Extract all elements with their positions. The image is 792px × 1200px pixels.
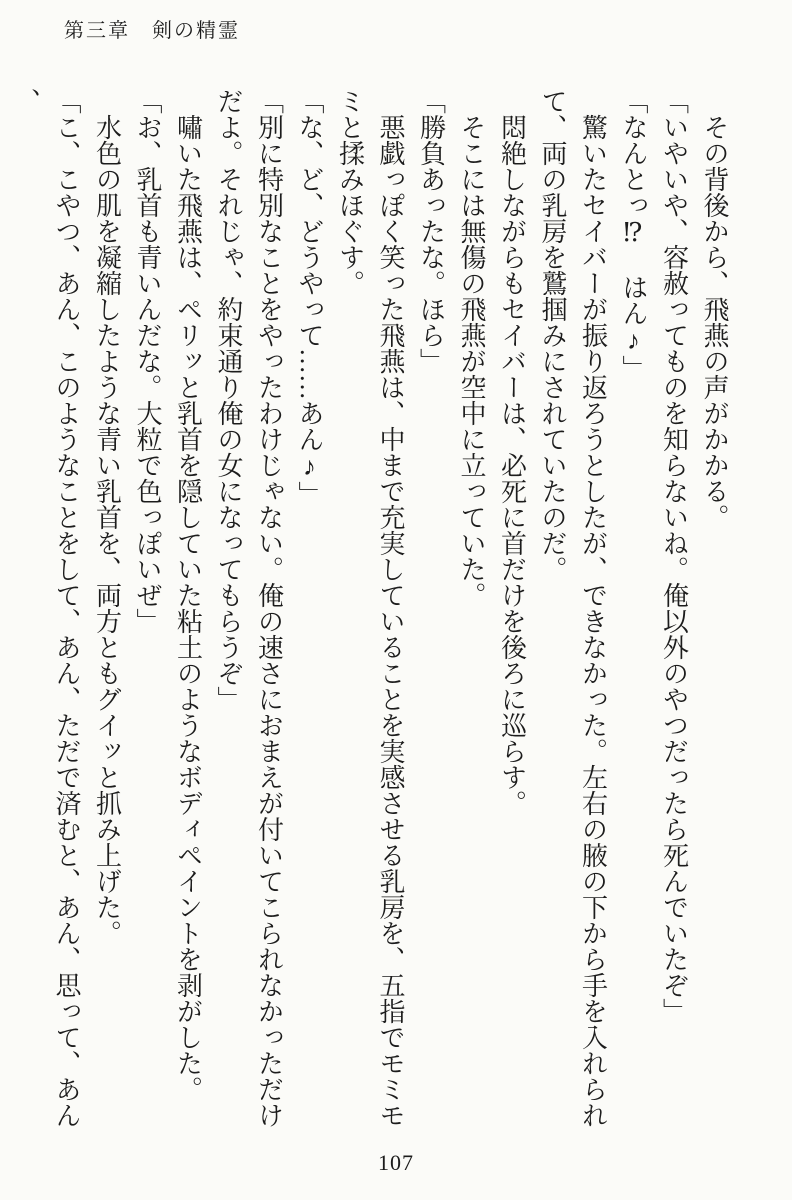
paragraph: 悪戯っぽく笑った飛燕は、中まで充実していることを実感させる乳房を、五指でモミモミと揉みほぐす。 [335, 88, 405, 1128]
paragraph: 驚いたセイバーが振り返ろうとしたが、できなかった。左右の腋の下から手を入れられて、両の乳房を鷲掴みにされていたのだ。 [538, 88, 608, 1128]
paragraph: 悶絶しながらもセイバーは、必死に首だけを後ろに巡らす。 [497, 88, 527, 816]
paragraph: 「別に特別なことをやったわけじゃない。俺の速さにおまえが付いてこられなかっただけだよ。それじゃ、約束通り俺の女になってもらうぞ」 [214, 88, 284, 1128]
paragraph: 嘯いた飛燕は、ペリッと乳首を隠していた粘土のようなボディペイントを剥がした。 [173, 88, 203, 1102]
chapter-header: 第三章 剣の精霊 [64, 20, 240, 42]
paragraph: 「こ、こやつ、あん、このようなことをして、あん、ただで済むと、あん、思って、あん、 [11, 88, 81, 1128]
paragraph: 「なんとっ⁉ はん♪」 [619, 88, 648, 381]
paragraph: 「いやいや、容赦ってものを知らないね。俺以外のやつだったら死んでいたぞ」 [659, 88, 689, 1024]
paragraph: そこには無傷の飛燕が空中に立っていた。 [457, 88, 486, 608]
paragraph: 「お、乳首も青いんだな。大粒で色っぽいぜ」 [133, 88, 162, 634]
paragraph: 「勝負あったな。ほら」 [416, 88, 446, 374]
paragraph: 「な、ど、どうやって……あん♪」 [295, 88, 324, 507]
paragraph: その背後から、飛燕の声がかかる。 [700, 88, 729, 530]
page-body-text [5, 88, 734, 1130]
page-number: 107 [378, 1150, 414, 1175]
paragraph: 水色の肌を凝縮したような青い乳首を、両方ともグイッと抓み上げた。 [92, 88, 122, 946]
